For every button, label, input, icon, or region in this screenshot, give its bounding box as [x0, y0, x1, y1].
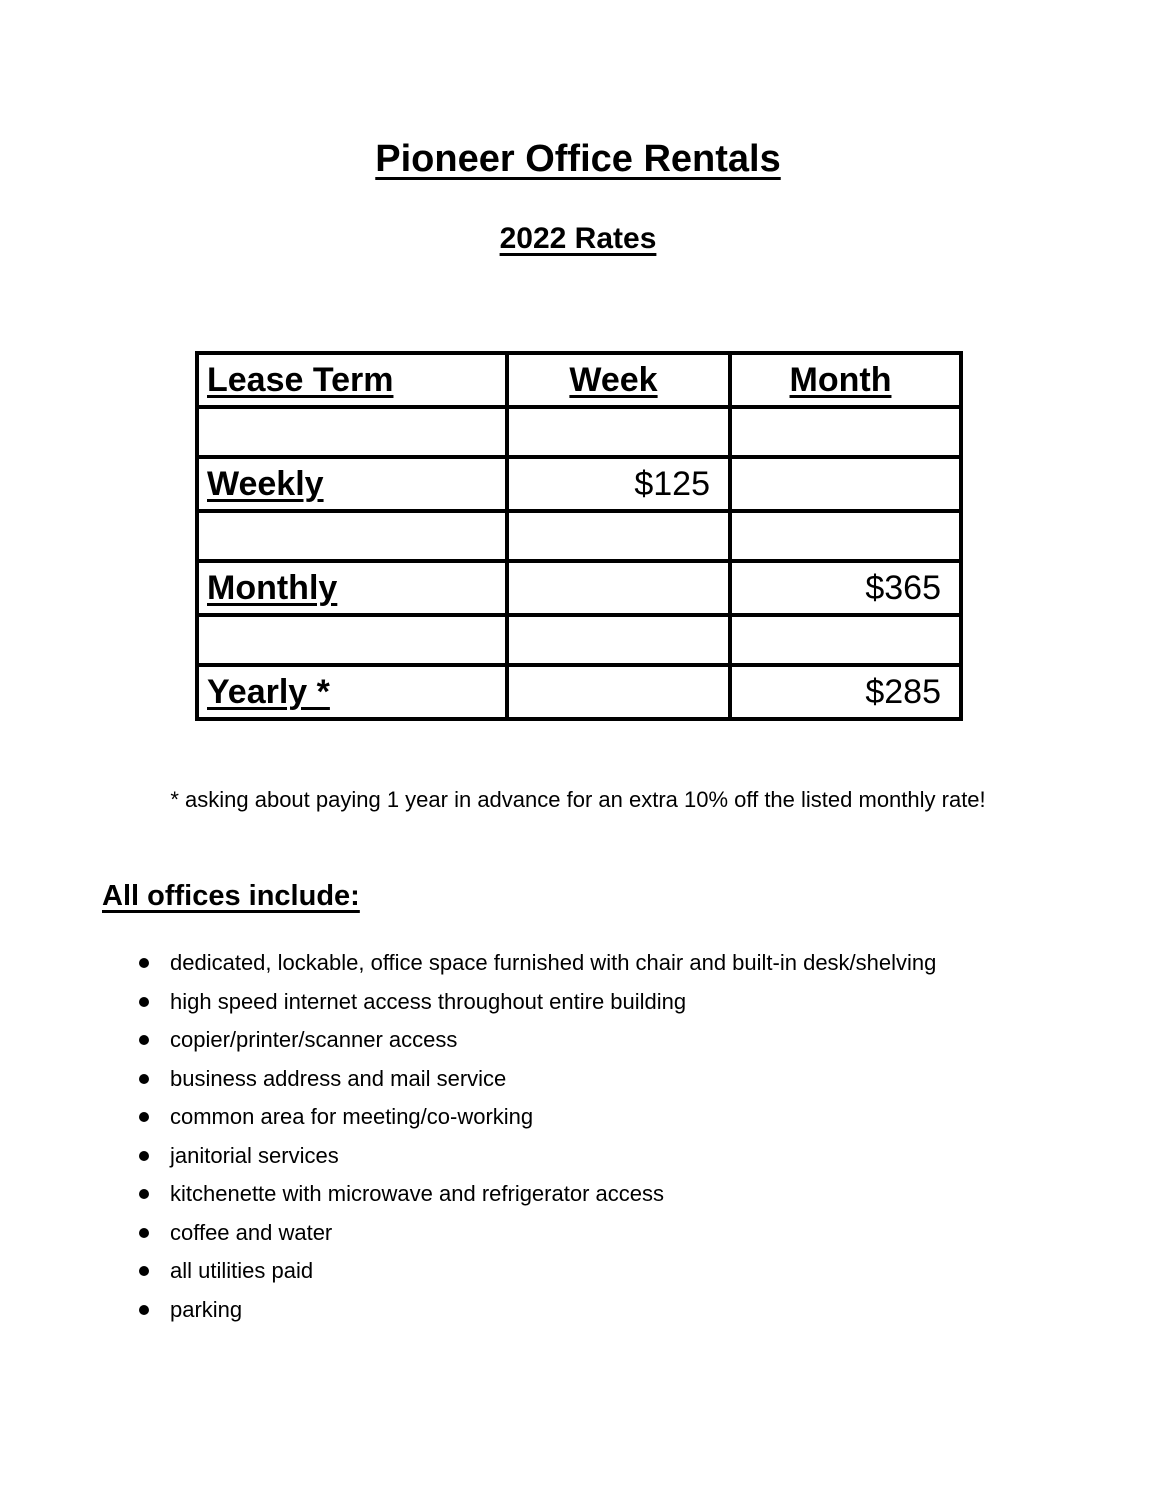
rates-table	[195, 351, 963, 721]
list-item	[134, 1214, 936, 1253]
page-subtitle: 2022 Rates	[499, 222, 657, 255]
list-item-text: copier/printer/scanner access	[170, 1027, 458, 1052]
list-item-text: dedicated, lockable, office space furnished with chair and built-in desk/shelving	[170, 950, 937, 975]
bullet-icon	[139, 1228, 149, 1238]
cell-week	[507, 615, 730, 665]
bullet-icon	[139, 1074, 149, 1084]
table-row	[197, 457, 961, 511]
amenities-heading: All offices include:	[102, 880, 360, 912]
list-item	[134, 1252, 936, 1291]
cell-term	[197, 615, 507, 665]
cell-month	[730, 457, 961, 511]
cell-term: Yearly *	[197, 665, 507, 719]
list-item-text: kitchenette with microwave and refrigerator access	[170, 1181, 664, 1206]
list-item	[134, 1137, 936, 1176]
bullet-icon	[139, 958, 149, 968]
amenities-list	[134, 944, 936, 1329]
bullet-icon	[139, 1151, 149, 1161]
list-item-text: business address and mail service	[170, 1065, 507, 1091]
table-row	[197, 511, 961, 561]
list-item	[134, 1291, 936, 1330]
list-item-text: common area for meeting/co-working	[170, 1104, 534, 1129]
list-item	[134, 1175, 936, 1214]
cell-week	[507, 407, 730, 457]
cell-week	[507, 665, 730, 719]
cell-term: Monthly	[197, 561, 507, 615]
table-row	[197, 665, 961, 719]
cell-term	[197, 511, 507, 561]
table-row	[197, 561, 961, 615]
table-row	[197, 407, 961, 457]
cell-month: $285	[730, 665, 961, 719]
cell-month: $365	[730, 561, 961, 615]
bullet-icon	[139, 1035, 149, 1045]
cell-term	[197, 407, 507, 457]
list-item	[134, 1098, 936, 1137]
list-item	[134, 944, 936, 983]
header-week: Week	[507, 353, 730, 407]
list-item-text: parking	[170, 1296, 243, 1322]
cell-month	[730, 511, 961, 561]
header-month: Month	[730, 353, 961, 407]
cell-month	[730, 407, 961, 457]
header-lease-term: Lease Term	[197, 353, 507, 407]
bullet-icon	[139, 1112, 149, 1122]
bullet-icon	[139, 997, 149, 1007]
cell-week	[507, 561, 730, 615]
rates-header-row	[197, 353, 961, 407]
cell-week: $125	[507, 457, 730, 511]
page-title: Pioneer Office Rentals	[375, 138, 781, 180]
bullet-icon	[139, 1305, 149, 1315]
list-item	[134, 1060, 936, 1099]
bullet-icon	[139, 1266, 149, 1276]
list-item-text: janitorial services	[170, 1142, 339, 1168]
list-item	[134, 983, 936, 1022]
list-item-text: all utilities paid	[170, 1258, 314, 1283]
cell-term: Weekly	[197, 457, 507, 511]
footnote: * asking about paying 1 year in advance for an extra 10% off the listed monthly rate!	[170, 787, 986, 812]
list-item-text: high speed internet access throughout entire building	[170, 988, 687, 1014]
list-item-text: coffee and water	[170, 1219, 333, 1245]
bullet-icon	[139, 1189, 149, 1199]
cell-month	[730, 615, 961, 665]
cell-week	[507, 511, 730, 561]
list-item	[134, 1021, 936, 1060]
table-row	[197, 615, 961, 665]
